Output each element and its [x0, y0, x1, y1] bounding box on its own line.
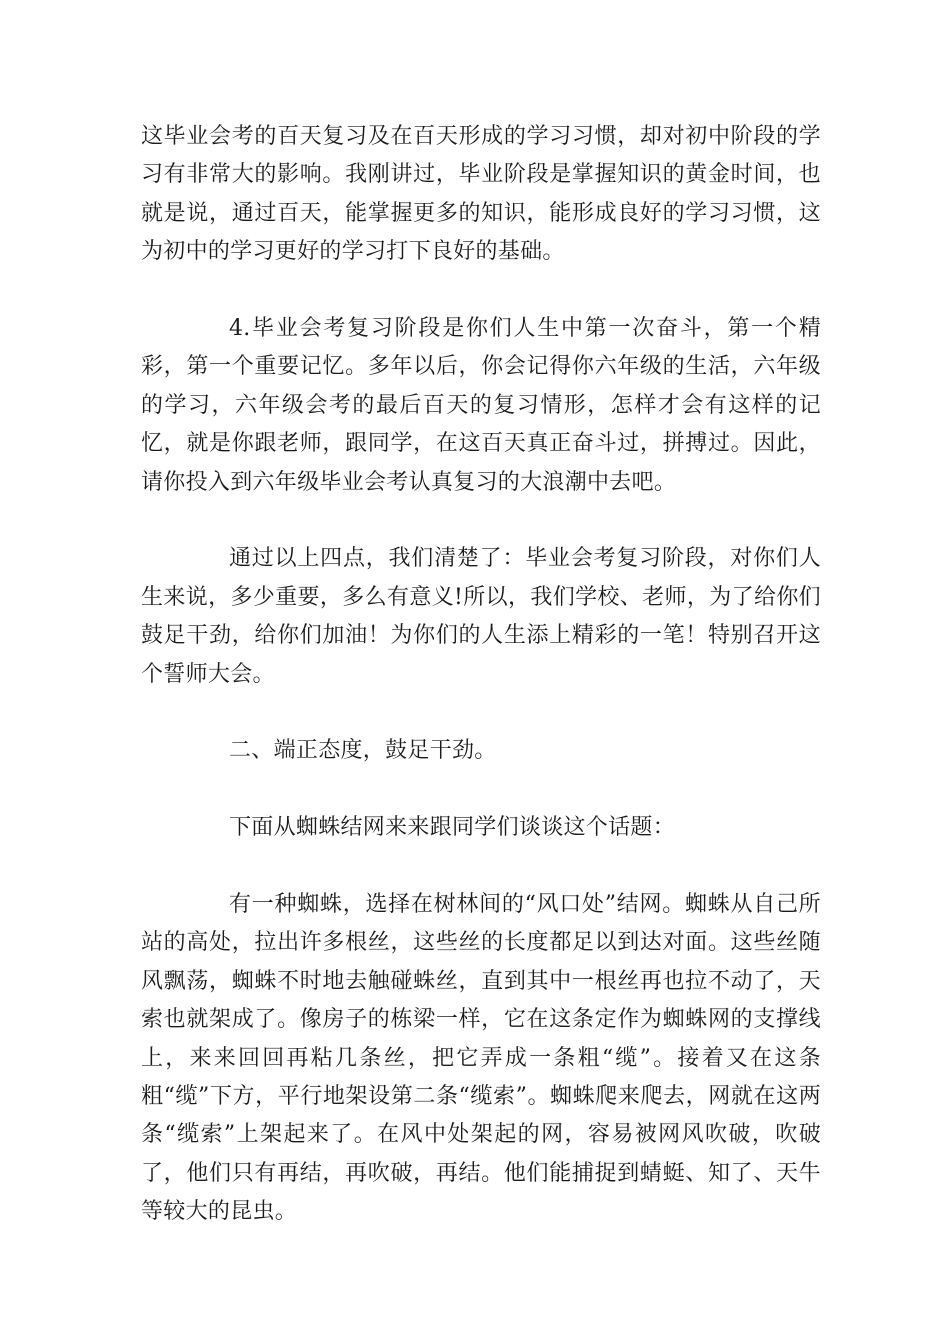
paragraph-1: 这毕业会考的百天复习及在百天形成的学习习惯，却对初中阶段的学习有非常大的影响。我刚讲过，毕业阶段是掌握知识的黄金时间，也就是说，通过百天，能掌握更多的知识，能形成良好的学习习惯，这为初中的学习更好的学习打下良好的基础。	[141, 124, 821, 265]
paragraph-4: 下面从蜘蛛结网来来跟同学们谈谈这个话题：	[229, 815, 676, 841]
paragraph-2: 4.毕业会考复习阶段是你们人生中第一次奋斗，第一个精彩，第一个重要记忆。多年以后，你会记得你六年级的生活，六年级的学习，六年级会考的最后百天的复习情形，怎样才会有这样的记忆，就是你跟老师，跟同学，在这百天真正奋斗过，拼搏过。因此，请你投入到六年级毕业会考认真复习的大浪潮中去吧。	[141, 316, 821, 495]
document-body	[141, 118, 821, 1232]
paragraph-5: 有一种蜘蛛，选择在树林间的“风口处”结网。蜘蛛从自己所站的高处，拉出许多根丝，这些丝的长度都足以到达对面。这些丝随风飘荡，蜘蛛不时地去触碰蛛丝，直到其中一根丝再也拉不动了，天索也就架成了。像房子的栋梁一样，它在这条定作为蜘蛛网的支撑线上，来来回回再粘几条丝，把它弄成一条粗“缆”。接着又在这条粗“缆”下方，平行地架设第二条“缆索”。蜘蛛爬来爬去，网就在这两条“缆索”上架起来了。在风中处架起的网，容易被网风吹破，吹破了，他们只有再结，再吹破，再结。他们能捕捉到蜻蜓、知了、天牛等较大的昆虫。	[141, 892, 821, 1225]
section-heading: 二、端正态度，鼓足干劲。	[229, 738, 497, 764]
paragraph-3: 通过以上四点，我们清楚了：毕业会考复习阶段，对你们人生来说，多少重要，多么有意义!所以，我们学校、老师，为了给你们鼓足干劲，给你们加油！为你们的人生添上精彩的一笔！特别召开这个誓师大会。	[141, 546, 821, 687]
